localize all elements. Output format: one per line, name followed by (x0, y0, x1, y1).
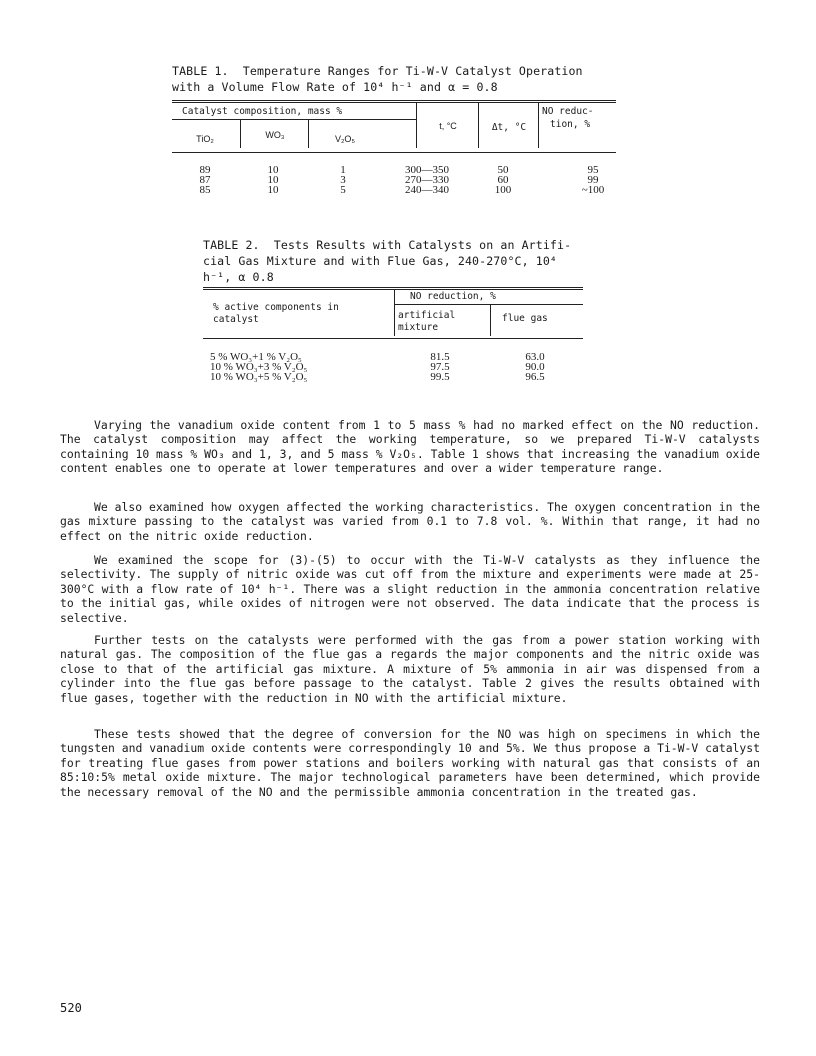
table1-cell-tio2: 87 (199, 174, 211, 186)
table2-caption-line2: cial Gas Mixture and with Flue Gas, 240-270°C, 10⁴ (203, 254, 558, 268)
table2-vrule-2 (490, 305, 491, 336)
paragraph-1-text: Varying the vanadium oxide content from 1 to 5 mass % had no marked effect on the NO reduction. The catalyst composition may affect the working temperature, so we prepared Ti-W-V catalysts containing 10 mass % WO₃ and 1, 3, and 5 mass % V₂O₅. Table 1 shows that increasing the vanadium oxide content enables one to operate at lower temperatures and over a wider temperature range. (60, 418, 760, 476)
table1-cell-dt: 60 (497, 174, 509, 186)
table2-cell-components: 10 % WO₃+5 % V₂O₅ (210, 371, 308, 383)
table1-cell-t: 300—350 (405, 164, 449, 176)
table1-header-dt: Δt, °C (491, 122, 527, 133)
table1-vrule-4 (478, 103, 479, 148)
table1-header-t: t, °C (439, 121, 457, 131)
table1-header-no-line2: tion, % (550, 119, 591, 130)
table2-cell-components: 10 % WO₃+3 % V₂O₅ (210, 361, 308, 373)
table2-vrule-1 (394, 290, 395, 336)
paragraph-2-text: We also examined how oxygen affected the working characteristics. The oxygen concentration in the gas mixture passing to the catalyst was varied from 0.1 to 7.8 vol. %. Within that range, it had no effect on the nitric oxide reduction. (60, 500, 760, 543)
table2-cell-artificial: 81.5 (430, 351, 450, 363)
table2-cell-flue: 90.0 (525, 361, 545, 373)
paragraph-2 (60, 500, 760, 543)
table1-header-no-line1: NO reduc- (542, 106, 594, 117)
table1-cell-dt: 50 (497, 164, 509, 176)
table2-caption-line1: TABLE 2. Tests Results with Catalysts on an Artifi- (203, 238, 572, 252)
paragraph-3 (60, 553, 760, 625)
table2-cell-artificial: 97.5 (430, 361, 450, 373)
table2-top-rule-2 (203, 289, 583, 290)
paragraph-3-text: We examined the scope for (3)-(5) to occur with the Ti-W-V catalysts as they influence the selectivity. The supply of nitric oxide was cut off from the mixture and experiments were made at 25-300°C with a flow rate of 10⁴ h⁻¹. There was a slight reduction in the ammonia concentration relative to the initial gas, while oxides of nitrogen were not observed. The data indicate that the process is selective. (60, 553, 760, 625)
table1-cell-wo3: 10 (267, 174, 279, 186)
table1-cell-dt: 100 (494, 184, 512, 196)
table1-vrule-2 (308, 120, 309, 148)
table2-header-components-line1: % active components in (213, 302, 339, 313)
table2-top-rule (203, 287, 583, 288)
table1-header-bottom-rule (172, 152, 616, 153)
table2-cell-artificial: 99.5 (430, 371, 450, 383)
table1-cell-wo3: 10 (267, 184, 279, 196)
table1-cell-no: 95 (587, 164, 599, 176)
table1-cell-tio2: 85 (199, 184, 211, 196)
table1-cell-t: 270—330 (405, 174, 449, 186)
paragraph-5 (60, 727, 760, 799)
table1-caption-line2: with a Volume Flow Rate of 10⁴ h⁻¹ and α = 0.8 (172, 80, 498, 94)
table2-cell-flue: 96.5 (525, 371, 545, 383)
paragraph-5-text: These tests showed that the degree of conversion for the NO was high on specimens in which the tungsten and vanadium oxide contents were correspondingly 10 and 5%. We thus propose a Ti-W-V catalyst for treating flue gases from power stations and boilers working with natural gas that consists of an 85:10:5% metal oxide mixture. The major technological parameters have been determined, which provide the necessary removal of the NO and the permissible ammonia concentration in the treated gas. (60, 727, 760, 799)
table1-header-tio2: TiO₂ (196, 134, 214, 144)
table2-group-rule (394, 304, 583, 305)
paragraph-4-text: Further tests on the catalysts were performed with the gas from a power station working with natural gas. The composition of the flue gas a regards the major components and the nitric oxide was close to that of the artificial gas mixture. A mixture of 5% ammonia in air was dispensed from a cylinder into the flue gas before passage to the catalyst. Table 2 gives the results obtained with flue gases, together with the reduction in NO with the artificial mixture. (60, 633, 760, 705)
page-number: 520 (60, 1001, 82, 1015)
table1-vrule-5 (538, 103, 539, 148)
table2-header-flue: flue gas (502, 313, 548, 324)
table2-header-artificial-line2: mixture (398, 322, 439, 333)
table1-header-v2o5: V₂O₅ (334, 134, 356, 144)
table1-cell-no: ~100 (581, 184, 605, 196)
table1-header-group: Catalyst composition, mass % (182, 106, 343, 117)
table1-cell-v2o5: 5 (340, 184, 346, 196)
table1-cell-wo3: 10 (267, 164, 279, 176)
table2-header-bottom-rule (203, 338, 583, 339)
table1-cell-v2o5: 1 (340, 164, 346, 176)
paragraph-4 (60, 633, 760, 705)
table1-cell-v2o5: 3 (340, 174, 346, 186)
table1-top-rule (172, 100, 616, 101)
table1-top-rule-2 (172, 102, 616, 103)
table1-group-rule (172, 119, 416, 120)
table1-vrule-3 (416, 103, 417, 148)
table2-header-artificial-line1: artificial (398, 310, 456, 321)
table1-caption-line1: TABLE 1. Temperature Ranges for Ti-W-V Catalyst Operation (172, 64, 583, 78)
table2-cell-flue: 63.0 (525, 351, 545, 363)
table2-cell-components: 5 % WO₃+1 % V₂O₅ (210, 351, 302, 363)
table1-cell-no: 99 (587, 174, 599, 186)
table1-cell-t: 240—340 (405, 184, 449, 196)
paragraph-1 (60, 418, 760, 476)
table2-caption-line3: h⁻¹, α 0.8 (203, 270, 274, 284)
table1-header-wo3: WO₃ (265, 130, 285, 140)
table2-header-no-group: NO reduction, % (410, 291, 496, 302)
table1-cell-tio2: 89 (199, 164, 211, 176)
table1-vrule-1 (240, 120, 241, 148)
table2-header-components-line2: catalyst (213, 314, 259, 325)
